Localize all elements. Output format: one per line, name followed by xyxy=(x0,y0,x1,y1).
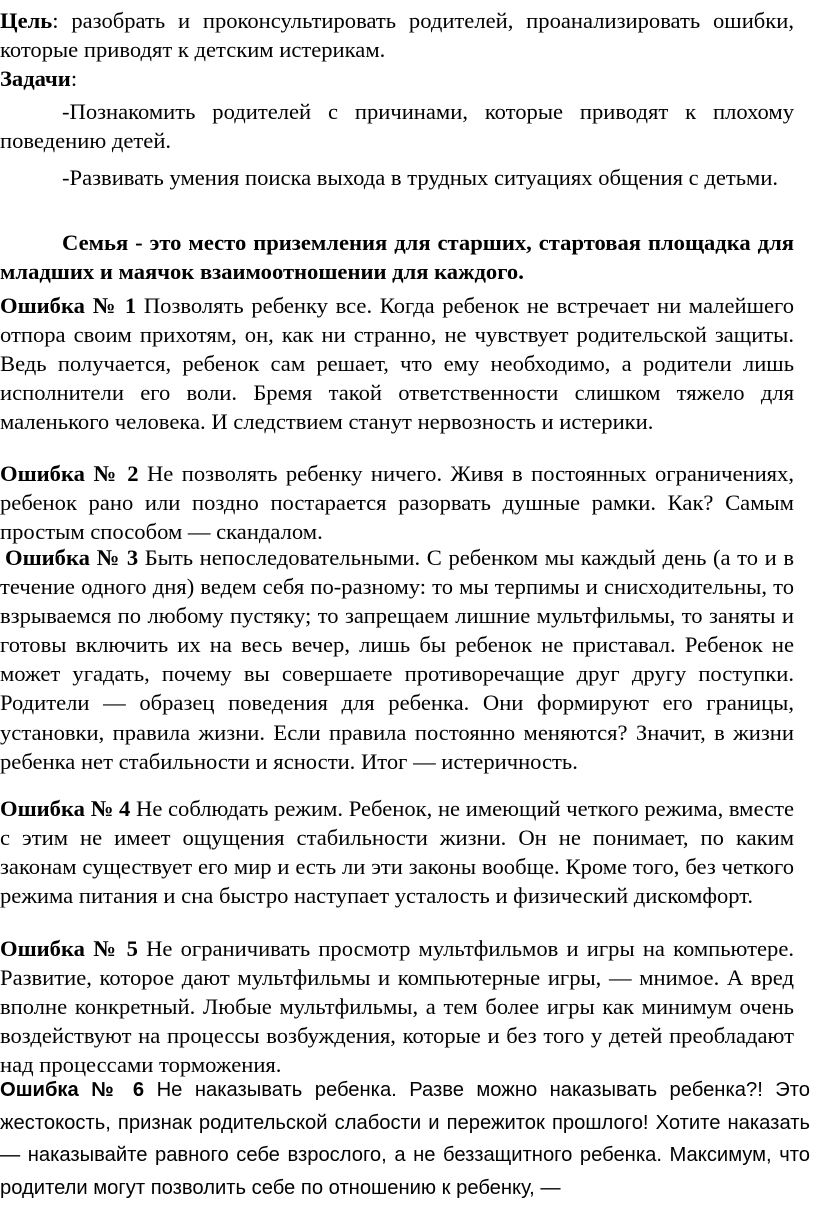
error-3-label: Ошибка № 3 xyxy=(5,545,139,570)
error-6-paragraph xyxy=(0,1074,810,1204)
error-2-paragraph xyxy=(0,459,794,546)
tasks-label: Задачи xyxy=(0,66,71,91)
error-2-text: Не позволять ребенку ничего. Живя в постоянных ограничениях, ребенок рано или поздно постарается разорвать душные рамки. Как? Самым простым способом — скандалом. xyxy=(0,461,794,545)
task-2: -Развивать умения поиска выхода в трудных ситуациях общения с детьми. xyxy=(62,165,779,190)
error-1-text: Позволять ребенку все. Когда ребенок не встречает ни малейшего отпора своим прихотям, он, как ни странно, не чувствует родительской защиты. Ведь получается, ребенок сам решает, что ему необходимо, а родители лишь исполнители его воли. Бремя такой ответственности слишком тяжело для маленького человека. И следствием станут нервозность и истерики. xyxy=(0,293,795,435)
family-motto: Семья - это место приземления для старших, стартовая площадка для младших и маячок взаимоотношении для каждого. xyxy=(0,230,794,285)
error-4-paragraph xyxy=(0,794,794,910)
goal-text: : разобрать и проконсультировать родителей, проанализировать ошибки, которые приводят к детским истерикам. xyxy=(0,8,794,63)
error-5-label: Ошибка № 5 xyxy=(0,936,138,961)
error-3-paragraph xyxy=(0,543,794,776)
task-1: -Познакомить родителей с причинами, которые приводят к плохому поведению детей. xyxy=(0,99,794,154)
error-4-text: Не соблюдать режим. Ребенок, не имеющий четкого режима, вместе с этим не имеет ощущения стабильности жизни. Он не понимает, по каким законам существует его мир и есть ли эти законы вообще. Кроме того, без четкого режима питания и сна быстро наступает усталость и физический дискомфорт. xyxy=(0,796,795,909)
error-3-text: Быть непоследовательными. С ребенком мы каждый день (а то и в течение одного дня) ведем себя по-разному: то мы терпимы и снисходительны, то взрываемся по любому пустяку; то запрещаем лишние мультфильмы, то заняты и готовы включить их на весь вечер, лишь бы ребенок не приставал. Ребенок не может угадать, почему вы совершаете противоречащие друг другу поступки. Родители — образец поведения для ребенка. Они формируют его границы, установки, правила жизни. Если правила постоянно меняются? Значит, в жизни ребенка нет стабильности и ясности. Итог — истеричность. xyxy=(0,545,794,774)
error-5-text: Не ограничивать просмотр мультфильмов и игры на компьютере. Развитие, которое дают мультфильмы и компьютерные игры, — мнимое. А вред вполне конкретный. Любые мультфильмы, а тем более игры как минимум очень воздействуют на процессы возбуждения, которые и без того у детей преобладают над процессами торможения. xyxy=(0,936,795,1078)
goal-label: Цель xyxy=(0,8,53,33)
error-6-text: Не наказывать ребенка. Разве можно наказывать ребенка?! Это жестокость, признак родительской слабости и пережиток прошлого! Хотите наказать — наказывайте равного себе взрослого, а не беззащитного ребенка. Максимум, что родители могут позволить себе по отношению к ребенку, — xyxy=(0,1079,810,1199)
error-5-paragraph xyxy=(0,934,794,1079)
error-4-label: Ошибка № 4 xyxy=(0,796,131,821)
goal-paragraph xyxy=(0,6,794,64)
error-6-label: Ошибка № 6 xyxy=(0,1079,145,1101)
error-2-label: Ошибка № 2 xyxy=(0,461,139,486)
tasks-colon: : xyxy=(70,66,78,91)
error-1-paragraph xyxy=(0,291,794,436)
tasks-heading xyxy=(0,64,794,93)
error-1-label: Ошибка № 1 xyxy=(0,293,137,318)
